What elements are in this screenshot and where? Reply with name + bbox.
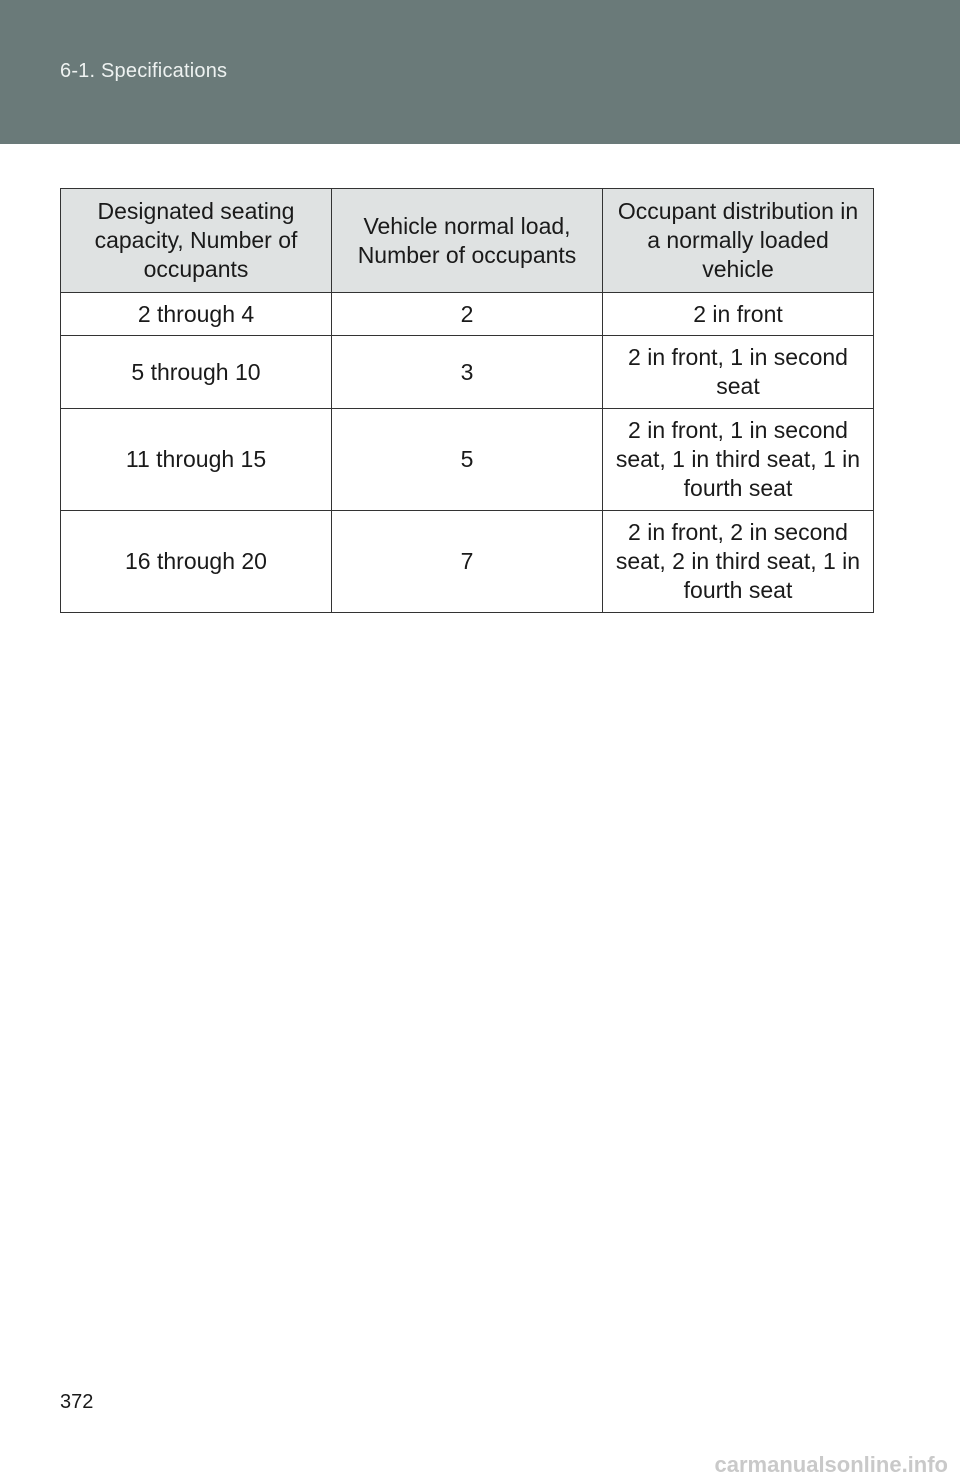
seating-load-table [60, 188, 874, 613]
distribution-cell: 2 in front, 1 in second seat [603, 336, 874, 409]
distribution-cell: 2 in front [603, 293, 874, 336]
normal-load-cell: 2 [332, 293, 603, 336]
header-normal-load: Vehicle normal load, Number of occupants [332, 189, 603, 293]
table-row [61, 511, 874, 613]
table-row [61, 336, 874, 409]
distribution-cell: 2 in front, 2 in second seat, 2 in third seat, 1 in fourth seat [603, 511, 874, 613]
distribution-cell: 2 in front, 1 in second seat, 1 in third seat, 1 in fourth seat [603, 409, 874, 511]
normal-load-cell: 5 [332, 409, 603, 511]
table-row [61, 293, 874, 336]
seating-capacity-cell: 5 through 10 [61, 336, 332, 409]
seating-capacity-cell: 11 through 15 [61, 409, 332, 511]
normal-load-cell: 7 [332, 511, 603, 613]
table-header-row [61, 189, 874, 293]
section-title: 6-1. Specifications [60, 60, 228, 82]
header-seating-capacity: Designated seating capacity, Number of occupants [61, 189, 332, 293]
seating-capacity-cell: 16 through 20 [61, 511, 332, 613]
watermark-text: carmanualsonline.info [714, 1452, 948, 1477]
seating-capacity-cell: 2 through 4 [61, 293, 332, 336]
table-row [61, 409, 874, 511]
normal-load-cell: 3 [332, 336, 603, 409]
page-number: 372 [60, 1391, 94, 1413]
header-occupant-distribution: Occupant distribution in a normally loaded vehicle [603, 189, 874, 293]
